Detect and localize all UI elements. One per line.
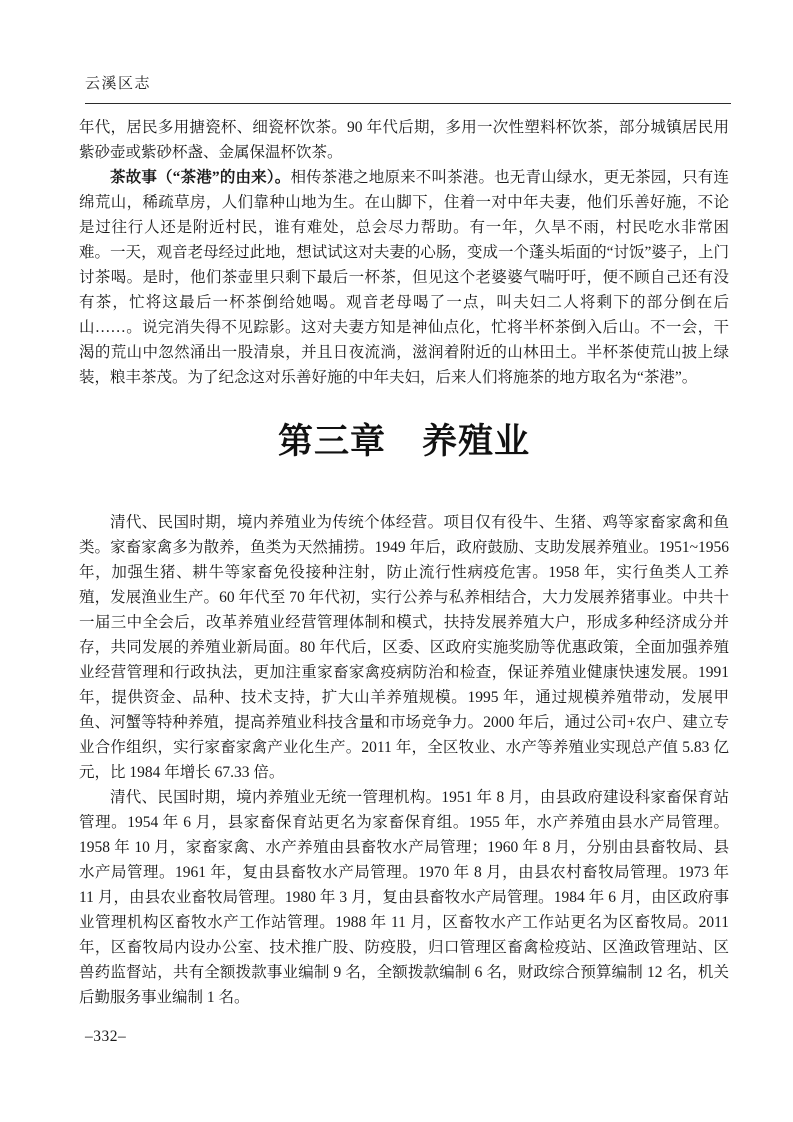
- tea-story-body: 相传茶港之地原来不叫茶港。也无青山绿水，更无茶园，只有连绵荒山，稀疏草房，人们靠种山地为生。在山脚下，住着一对中年夫妻，他们乐善好施，不论是过往行人还是附近村民，谁有难处，总会尽力帮助。有一年，久旱不雨，村民吃水非常困难。一天，观音老母经过此地，想试试这对夫妻的心肠，变成一个蓬头垢面的“讨饭”婆子，上门讨茶喝。是时，他们茶壶里只剩下最后一杯茶，但见这个老婆婆气喘吁吁，便不顾自己还有没有茶，忙将这最后一杯茶倒给她喝。观音老母喝了一点，叫夫妇二人将剩下的部分倒在后山……。说完消失得不见踪影。这对夫妻方知是神仙点化，忙将半杯茶倒入后山。不一会，干渴的荒山中忽然涌出一股清泉，并且日夜流淌，滋润着附近的山林田土。半杯茶使荒山披上绿装，粮丰茶茂。为了纪念这对乐善好施的中年夫妇，后来人们将施茶的地方取名为“茶港”。: [79, 169, 729, 386]
- chapter-title: 第三章 养殖业: [277, 422, 530, 461]
- paragraph-tea-cups-continuation: 年代，居民多用搪瓷杯、细瓷杯饮茶。90 年代后期，多用一次性塑料杯饮茶，部分城镇居民用紫砂壶或紫砂杯盏、金属保温杯饮茶。: [79, 119, 729, 161]
- running-header: [85, 72, 731, 104]
- paragraph-administration-history: 清代、民国时期，境内养殖业无统一管理机构。1951 年 8 月，由县政府建设科家畜保育站管理。1954 年 6 月，县家畜保育站更名为家畜保育组。1955 年，水产养殖由县水产局管理。1958 年 10 月，家畜家禽、水产养殖由县畜牧水产局管理；1960 年 8 月，分别由县畜牧局、县水产局管理。1961 年，复由县畜牧水产局管理。1970 年 8 月，由县农村畜牧局管理。1973 年 11 月，由县农业畜牧局管理。1980 年 3 月，复由县畜牧水产局管理。1984 年 6 月，由区政府事业管理机构区畜牧水产工作站管理。1988 年 11 月，区畜牧水产工作站更名为区畜牧局。2011 年，区畜牧局内设办公室、技术推广股、防疫股，归口管理区畜禽检疫站、区渔政管理站、区兽药监督站，共有全额拨款事业编制 9 名，全额拨款编制 6 名，财政综合预算编制 12 名，机关后勤服务事业编制 1 名。: [79, 789, 729, 1006]
- page-number: –332–: [85, 1028, 127, 1045]
- tea-story-lead: 茶故事（“茶港”的由来）。: [110, 169, 291, 186]
- paragraph-tea-story: [79, 165, 729, 390]
- paragraph-aquaculture-overview: 清代、民国时期，境内养殖业为传统个体经营。项目仅有役牛、生猪、鸡等家畜家禽和鱼类。家畜家禽多为散养，鱼类为天然捕捞。1949 年后，政府鼓励、支助发展养殖业。1951~1956 年，加强生猪、耕牛等家畜免役接种注射，防止流行性病疫危害。1958 年，实行鱼类人工养殖，发展渔业生产。60 年代至 70 年代初，实行公养与私养相结合，大力发展养猪事业。中共十一届三中全会后，改革养殖业经营管理体制和模式，扶持发展养殖大户，形成多种经济成分并存，共同发展的养殖业新局面。80 年代后，区委、区政府实施奖励等优惠政策，全面加强养殖业经营管理和行政执法，更加注重家畜家禽疫病防治和检查，保证养殖业健康快速发展。1991 年，提供资金、品种、技术支持，扩大山羊养殖规模。1995 年，通过规模养殖带动，发展甲鱼、河蟹等特种养殖，提高养殖业科技含量和市场竞争力。2000 年后，通过公司+农户、建立专业合作组织，实行家畜家禽产业化生产。2011 年，全区牧业、水产等养殖业实现总产值 5.83 亿元，比 1984 年增长 67.33 倍。: [79, 514, 729, 781]
- book-title: 云溪区志: [85, 76, 152, 92]
- page-body: [79, 115, 729, 1010]
